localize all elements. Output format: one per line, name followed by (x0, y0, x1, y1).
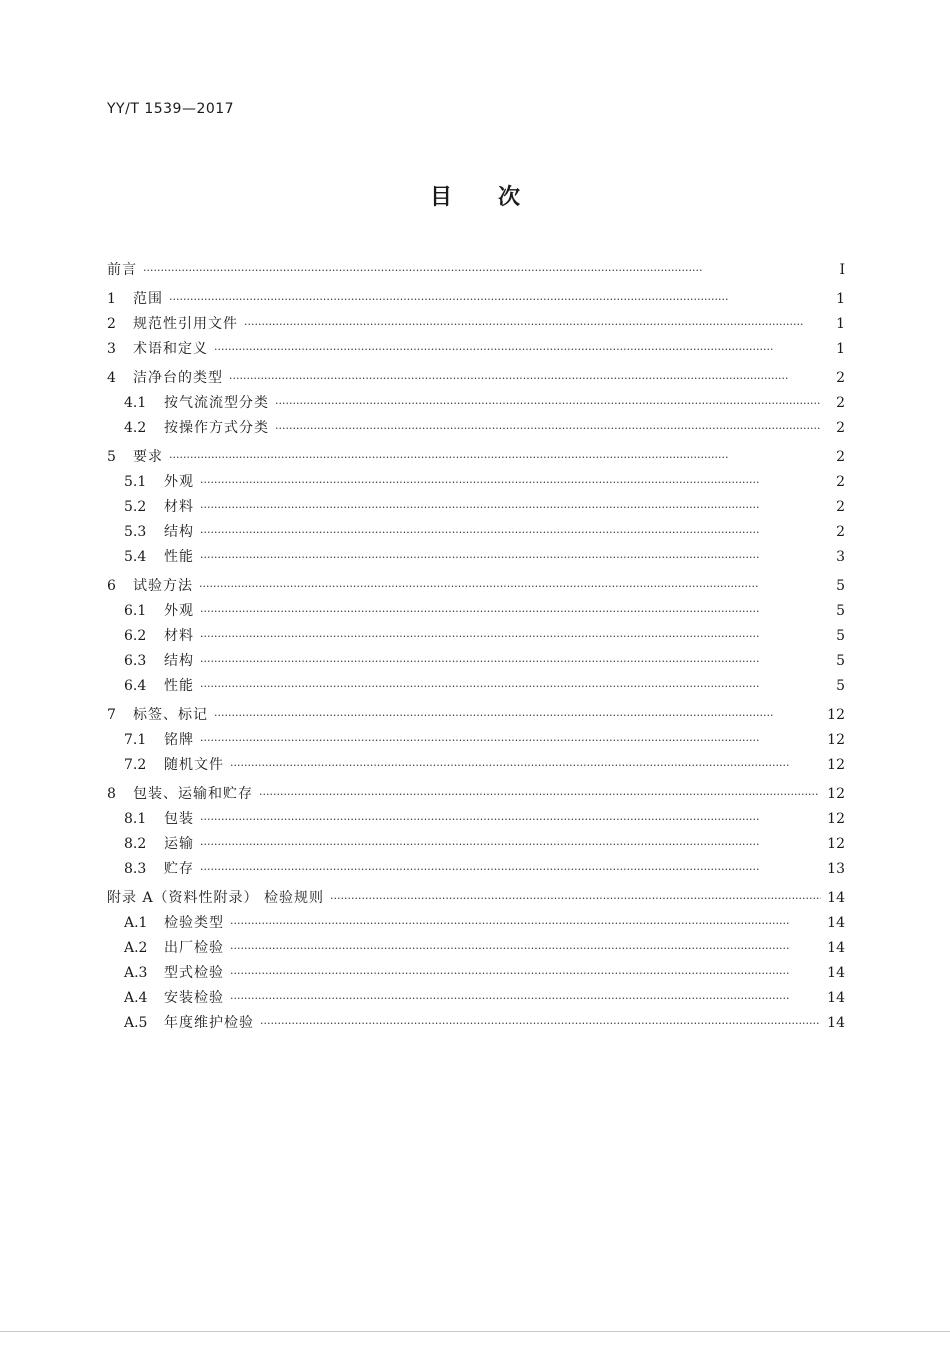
toc-entry[interactable] (107, 391, 845, 416)
toc-entry[interactable] (107, 857, 845, 882)
toc-entry-label: 标签、标记 (133, 707, 208, 723)
toc-entry-number: 1 (107, 291, 116, 307)
toc-dot-leader (244, 312, 821, 337)
table-of-contents (107, 258, 845, 1036)
toc-entry-number: 3 (107, 341, 116, 357)
toc-entry-number: 4 (107, 370, 116, 386)
toc-entry[interactable] (107, 495, 845, 520)
toc-entry-number: A.1 (124, 915, 148, 931)
toc-dot-leader (169, 445, 821, 470)
toc-entry[interactable] (107, 782, 845, 807)
toc-entry[interactable] (107, 1011, 845, 1036)
toc-entry-label: 材料 (164, 499, 194, 515)
document-code: YY/T 1539—2017 (107, 101, 235, 117)
toc-entry[interactable] (107, 753, 845, 778)
toc-dot-leader (230, 961, 821, 986)
toc-entry[interactable] (107, 520, 845, 545)
toc-entry-label: 性能 (164, 549, 194, 565)
toc-entry-label: 范围 (133, 291, 163, 307)
toc-entry[interactable] (107, 703, 845, 728)
toc-entry[interactable] (107, 599, 845, 624)
toc-dot-leader (200, 520, 821, 545)
toc-entry-number: A.5 (124, 1015, 148, 1031)
toc-entry[interactable] (107, 728, 845, 753)
toc-entry-label: 运输 (164, 836, 194, 852)
toc-entry-number: 7.1 (124, 732, 147, 748)
toc-entry-page: 14 (827, 965, 845, 981)
toc-entry[interactable] (107, 366, 845, 391)
toc-entry-label: 安装检验 (164, 990, 224, 1006)
toc-entry[interactable] (107, 416, 845, 441)
toc-entry[interactable] (107, 470, 845, 495)
toc-entry[interactable] (107, 287, 845, 312)
toc-dot-leader (143, 258, 821, 283)
toc-entry-label: 洁净台的类型 (133, 370, 223, 386)
toc-entry[interactable] (107, 832, 845, 857)
toc-entry-label: 包装、运输和贮存 (133, 786, 253, 802)
toc-entry[interactable] (107, 574, 845, 599)
toc-entry-number: 5.2 (124, 499, 147, 515)
toc-entry-page: 5 (836, 578, 845, 594)
toc-entry-page: Ⅰ (839, 262, 845, 278)
toc-entry-number: 2 (107, 316, 116, 332)
toc-entry-page: 12 (827, 732, 845, 748)
toc-dot-leader (230, 936, 821, 961)
toc-entry[interactable] (107, 936, 845, 961)
toc-entry-number: 6.1 (124, 603, 147, 619)
page-title (0, 180, 950, 211)
toc-dot-leader (200, 649, 821, 674)
toc-dot-leader (200, 857, 821, 882)
toc-entry-label: 附录 A（资料性附录） 检验规则 (107, 890, 325, 906)
toc-entry-label: 结构 (164, 653, 194, 669)
toc-entry[interactable] (107, 258, 845, 283)
toc-entry-label: 结构 (164, 524, 194, 540)
toc-entry-number: 8.2 (124, 836, 147, 852)
toc-entry-number: 7.2 (124, 757, 147, 773)
toc-entry-label: 出厂检验 (164, 940, 224, 956)
toc-entry-label: 性能 (164, 678, 194, 694)
toc-entry-number: 6 (107, 578, 116, 594)
toc-dot-leader (230, 753, 821, 778)
toc-dot-leader (214, 337, 821, 362)
toc-dot-leader (200, 832, 821, 857)
toc-entry-page: 5 (836, 603, 845, 619)
toc-dot-leader (169, 287, 821, 312)
toc-entry-label: 要求 (133, 449, 163, 465)
toc-entry-page: 5 (836, 678, 845, 694)
toc-entry-label: 外观 (164, 603, 194, 619)
toc-entry-page: 14 (827, 890, 845, 906)
toc-entry-label: 随机文件 (164, 757, 224, 773)
toc-entry-page: 12 (827, 811, 845, 827)
toc-dot-leader (230, 911, 821, 936)
toc-dot-leader (200, 470, 821, 495)
toc-entry-label: 前言 (107, 262, 137, 278)
toc-entry-page: 14 (827, 1015, 845, 1031)
toc-entry-page: 12 (827, 757, 845, 773)
toc-entry-label: 外观 (164, 474, 194, 490)
toc-entry-page: 12 (827, 786, 845, 802)
page-bottom-divider (0, 1331, 950, 1332)
toc-dot-leader (200, 807, 821, 832)
toc-dot-leader (199, 574, 821, 599)
toc-entry-label: 铭牌 (164, 732, 194, 748)
toc-entry-page: 1 (836, 291, 845, 307)
toc-dot-leader (229, 366, 821, 391)
toc-entry-number: 8.3 (124, 861, 147, 877)
toc-dot-leader (200, 545, 821, 570)
toc-entry-page: 2 (836, 474, 845, 490)
toc-entry-number: A.4 (124, 990, 148, 1006)
toc-dot-leader (330, 886, 821, 911)
toc-entry-page: 3 (836, 549, 845, 565)
toc-entry-number: A.3 (124, 965, 148, 981)
toc-entry-label: 按气流流型分类 (164, 395, 269, 411)
toc-entry-page: 12 (827, 707, 845, 723)
toc-entry-number: A.2 (124, 940, 148, 956)
toc-entry-label: 按操作方式分类 (164, 420, 269, 436)
toc-entry-number: 4.2 (124, 420, 147, 436)
toc-entry-page: 5 (836, 628, 845, 644)
toc-entry-page: 12 (827, 836, 845, 852)
toc-entry-page: 2 (836, 420, 845, 436)
toc-dot-leader (214, 703, 821, 728)
toc-entry-number: 6.2 (124, 628, 147, 644)
toc-dot-leader (200, 495, 821, 520)
toc-entry[interactable] (107, 807, 845, 832)
toc-entry-label: 型式检验 (164, 965, 224, 981)
toc-entry-page: 14 (827, 990, 845, 1006)
toc-entry-label: 术语和定义 (133, 341, 208, 357)
toc-dot-leader (260, 1011, 821, 1036)
toc-entry-page: 13 (827, 861, 845, 877)
toc-dot-leader (275, 391, 821, 416)
toc-entry-label: 规范性引用文件 (133, 316, 238, 332)
toc-entry[interactable] (107, 337, 845, 362)
toc-entry[interactable] (107, 674, 845, 699)
toc-entry-label: 检验类型 (164, 915, 224, 931)
toc-dot-leader (200, 624, 821, 649)
toc-entry[interactable] (107, 649, 845, 674)
toc-entry-page: 14 (827, 915, 845, 931)
toc-entry-number: 5.3 (124, 524, 147, 540)
toc-entry[interactable] (107, 624, 845, 649)
toc-entry-page: 14 (827, 940, 845, 956)
toc-entry-number: 6.3 (124, 653, 147, 669)
toc-entry-page: 2 (836, 370, 845, 386)
toc-dot-leader (275, 416, 821, 441)
toc-dot-leader (200, 674, 821, 699)
toc-entry-number: 7 (107, 707, 116, 723)
toc-entry-number: 6.4 (124, 678, 147, 694)
toc-entry[interactable] (107, 986, 845, 1011)
toc-entry-page: 2 (836, 395, 845, 411)
toc-entry-page: 1 (836, 341, 845, 357)
toc-entry-number: 8 (107, 786, 116, 802)
toc-entry-number: 5 (107, 449, 116, 465)
toc-entry[interactable] (107, 312, 845, 337)
toc-entry-page: 2 (836, 524, 845, 540)
toc-entry[interactable] (107, 445, 845, 470)
toc-entry-label: 材料 (164, 628, 194, 644)
toc-entry-label: 贮存 (164, 861, 194, 877)
toc-entry-label: 试验方法 (133, 578, 193, 594)
toc-entry-page: 1 (836, 316, 845, 332)
toc-entry-number: 5.4 (124, 549, 147, 565)
toc-dot-leader (200, 728, 821, 753)
toc-entry[interactable] (107, 911, 845, 936)
toc-entry-page: 2 (836, 449, 845, 465)
toc-entry[interactable] (107, 961, 845, 986)
toc-entry-number: 5.1 (124, 474, 147, 490)
toc-entry-label: 包装 (164, 811, 194, 827)
toc-entry-page: 2 (836, 499, 845, 515)
toc-entry[interactable] (107, 886, 845, 911)
toc-dot-leader (230, 986, 821, 1011)
toc-dot-leader (259, 782, 821, 807)
toc-entry-number: 8.1 (124, 811, 147, 827)
toc-entry[interactable] (107, 545, 845, 570)
toc-entry-number: 4.1 (124, 395, 147, 411)
toc-entry-label: 年度维护检验 (164, 1015, 254, 1031)
toc-entry-page: 5 (836, 653, 845, 669)
toc-dot-leader (200, 599, 821, 624)
title-char-1: 目 (429, 185, 452, 210)
title-char-2: 次 (498, 185, 521, 210)
